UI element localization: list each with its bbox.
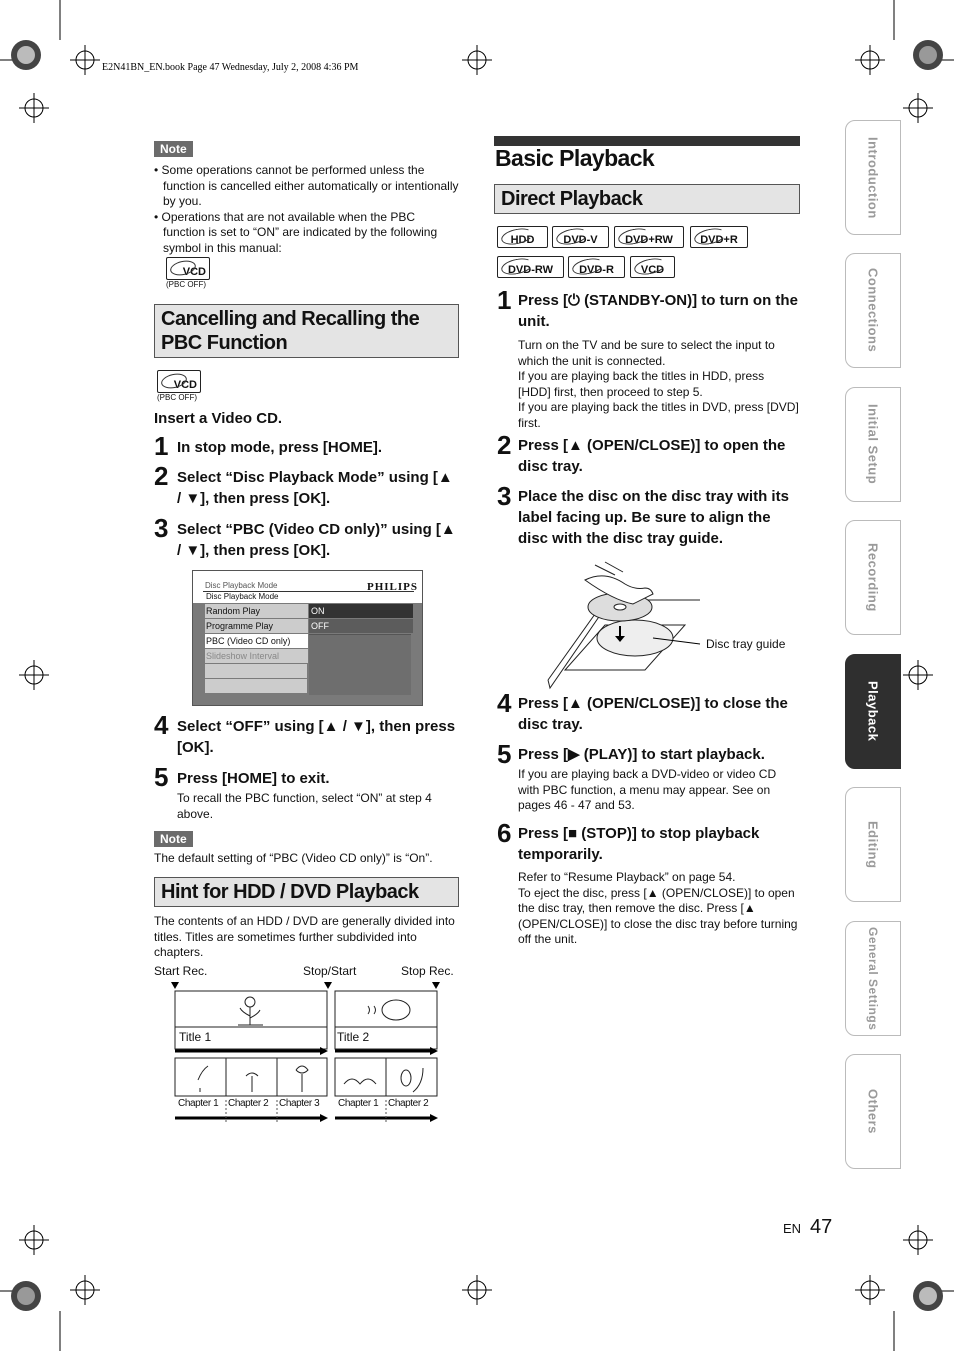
tab-general-settings[interactable]: General Settings xyxy=(845,921,901,1036)
note-bullet: • Some operations cannot be performed unless the function is cancelled either automatically or intentionally by you. xyxy=(154,163,459,208)
step-4: 4 Select “OFF” using [▲ / ▼], then press [OK]. xyxy=(154,710,456,756)
menu-title: Disc Playback Mode xyxy=(205,581,278,590)
footer-lang: EN xyxy=(783,1221,802,1236)
disc-tray-illustration xyxy=(545,560,705,690)
label-start-rec: Start Rec. xyxy=(154,964,208,978)
tab-initial-setup[interactable]: Initial Setup xyxy=(845,387,901,502)
step-5: 5 Press [HOME] to exit. To recall the PBC function, select “ON” at step 4 above. xyxy=(154,762,432,821)
step-2: 2 Select “Disc Playback Mode” using [▲ / ▼], then press [OK]. xyxy=(154,461,453,507)
tab-others[interactable]: Others xyxy=(845,1054,901,1169)
chapter-label: Chapter 2 xyxy=(228,1098,269,1109)
note-1 xyxy=(154,140,459,256)
disc-badge-dvd-v: DVD-V xyxy=(552,226,609,248)
step-1: 1 In stop mode, press [HOME]. xyxy=(154,431,383,461)
section-title-pbc: Cancelling and Recalling the PBC Function xyxy=(154,304,459,358)
title-label: Title 2 xyxy=(337,1030,370,1044)
file-header: E2N41BN_EN.book Page 47 Wednesday, July 2, 2008 4:36 PM xyxy=(102,62,359,73)
vcd-pbc-off-symbol: VCD (PBC OFF) xyxy=(166,257,210,289)
note-bullet: • Operations that are not available when the PBC function is set to “ON” are indicated by the following symbol in this manual: xyxy=(154,209,438,255)
disc-badge-hdd: HDD xyxy=(497,226,548,248)
tab-playback[interactable]: Playback xyxy=(845,654,901,769)
note-tag: Note xyxy=(154,831,193,847)
page-title: Basic Playback xyxy=(495,145,655,171)
menu-row[interactable]: Random Play xyxy=(205,604,308,618)
step-2: 2 Press [▲ (OPEN/CLOSE)] to open the disc tray. xyxy=(497,430,786,475)
tab-introduction[interactable]: Introduction xyxy=(845,120,901,235)
section-title-hint: Hint for HDD / DVD Playback xyxy=(154,877,459,907)
step-6: 6 Press [■ (STOP)] to stop playback temporarily. Refer to “Resume Playback” on page 54. To eject the disc, press [▲ (OPEN/CLOSE)] to open the disc tray, then remove the disc. Press [▲ (OPEN/CLOSE)] to close the disc tray before turning off the unit. xyxy=(497,818,798,946)
disc-badge-dvd-plus-r: DVD+R xyxy=(690,226,748,248)
chapter-label: Chapter 1 xyxy=(178,1098,219,1109)
label-stop-rec: Stop Rec. xyxy=(401,964,454,978)
step-1: 1 Press [⏻ (STANDBY-ON)] to turn on the unit. Turn on the TV and be sure to select the input to which the unit is connected. If you are playing back the titles in HDD, press [HDD] first, then proceed to step 5. If you are playing back the titles in DVD, press [DVD] first. xyxy=(497,285,799,430)
section-title-direct: Direct Playback xyxy=(494,184,800,214)
tab-connections[interactable]: Connections xyxy=(845,253,901,368)
menu-row[interactable]: Programme Play xyxy=(205,619,308,633)
step-4: 4 Press [▲ (OPEN/CLOSE)] to close the disc tray. xyxy=(497,688,788,733)
chapter-label: Chapter 1 xyxy=(338,1098,379,1109)
insert-instruction: Insert a Video CD. xyxy=(154,410,283,427)
disc-badge-dvd-plus-rw: DVD+RW xyxy=(614,226,684,248)
brand-logo: PHILIPS xyxy=(367,581,419,593)
disc-badge-dvd-rw: DVD-RW xyxy=(497,256,564,278)
option-on[interactable]: ON xyxy=(309,604,413,618)
step-3: 3 Place the disc on the disc tray with its label facing up. Be sure to align the disc with the disc tray guide. xyxy=(497,481,789,547)
menu-row-disabled: Slideshow Interval xyxy=(205,649,308,663)
option-off[interactable]: OFF xyxy=(309,619,413,633)
hint-body: The contents of an HDD / DVD are generally divided into titles. Titles are sometimes further subdivided into chapters. xyxy=(154,914,455,959)
chapter-label: Chapter 2 xyxy=(388,1098,429,1109)
vcd-pbc-off-symbol: VCD (PBC OFF) xyxy=(157,370,201,402)
tab-editing[interactable]: Editing xyxy=(845,787,901,902)
menu-subtitle: Disc Playback Mode xyxy=(203,591,414,602)
disc-badge-dvd-r: DVD-R xyxy=(568,256,625,278)
note-2: Note The default setting of “PBC (Video CD only)” is “On”. xyxy=(154,832,433,865)
title-label: Title 1 xyxy=(179,1030,212,1044)
step-5: 5 Press [▶ (PLAY)] to start playback. If you are playing back a DVD-video or video CD with PBC function, a menu may appear. See on pages 46 - 47 and 53. xyxy=(497,739,777,812)
step-3: 3 Select “PBC (Video CD only)” using [▲ / ▼], then press [OK]. xyxy=(154,513,456,559)
disc-tray-guide-label: Disc tray guide xyxy=(706,637,786,651)
label-stop-start: Stop/Start xyxy=(303,964,357,978)
note-tag: Note xyxy=(154,141,193,157)
chapter-label: Chapter 3 xyxy=(279,1098,320,1109)
disc-playback-menu xyxy=(192,570,423,706)
page-number: 47 xyxy=(810,1216,833,1238)
menu-row-selected[interactable]: PBC (Video CD only) xyxy=(205,634,308,648)
tab-recording[interactable]: Recording xyxy=(845,520,901,635)
disc-badge-vcd: VCD xyxy=(630,256,675,278)
